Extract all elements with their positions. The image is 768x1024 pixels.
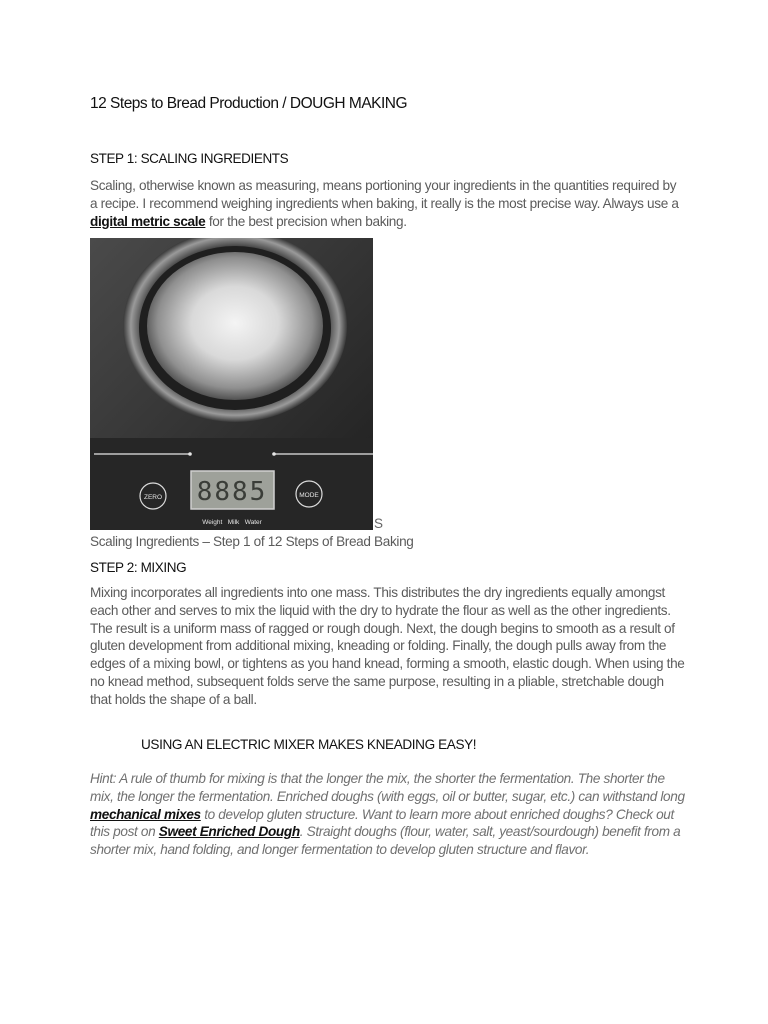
step1-text-after: for the best precision when baking. [205, 213, 407, 229]
step2-heading: STEP 2: MIXING [90, 560, 187, 575]
stray-character: S [374, 516, 384, 531]
salt-in-bowl [147, 252, 323, 400]
mode-button-label: MODE [299, 492, 319, 499]
step1-heading: STEP 1: SCALING INGREDIENTS [90, 151, 289, 166]
document-title: 12 Steps to Bread Production / DOUGH MAKING [90, 95, 408, 112]
scale-mode-labels: Weight Milk Water [202, 519, 262, 526]
step1-text-before: Scaling, otherwise known as measuring, means portioning your ingredients in the quantities required by a recipe. I recommend weighing ingredients when baking, it really is the most precise way. Always use a [90, 178, 679, 211]
scale-left-dot [188, 452, 192, 456]
scale-lcd-readout: 8885 [196, 477, 268, 507]
hint-part3: . Straight doughs (flour, water, salt, yeast/sourdough) benefit from a shorter mix, hand folding, and longer fermentation to develop gluten structure and flavor. [90, 824, 681, 858]
mechanical-mixes-link[interactable]: mechanical mixes [90, 806, 201, 822]
step1-paragraph [90, 177, 686, 230]
figure-caption: Scaling Ingredients – Step 1 of 12 Steps of Bread Baking [90, 534, 414, 549]
scale-photo [90, 238, 373, 530]
scale-right-dot [272, 452, 276, 456]
hint-paragraph [90, 770, 686, 859]
step2-paragraph: Mixing incorporates all ingredients into one mass. This distributes the dry ingredients equally amongst each other and serves to mix the liquid with the dry to hydrate the flour as well as the other ingredients. The result is a uniform mass of ragged or rough dough. Next, the dough begins to smooth as a result of gluten development from additional mixing, kneading or folding. Finally, the dough pulls away from the edges of a mixing bowl, or tightens as you hand knead, forming a smooth, elastic dough. When using the no knead method, subsequent folds serve the same purpose, resulting in a pliable, stretchable dough that holds the shape of a ball. [90, 585, 685, 707]
mixer-heading: USING AN ELECTRIC MIXER MAKES KNEADING EASY! [141, 737, 477, 752]
zero-button-label: ZERO [143, 494, 163, 501]
digital-metric-scale-link[interactable]: digital metric scale [90, 213, 206, 229]
scale-photo-illustration [90, 238, 373, 530]
hint-part2: to develop gluten structure. Want to learn more about enriched doughs? Check out this post on [90, 806, 674, 840]
sweet-enriched-dough-link[interactable]: Sweet Enriched Dough [158, 824, 300, 840]
hint-part1: Hint: A rule of thumb for mixing is that the longer the mix, the shorter the fermentation. The shorter the mix, the longer the fermentation. Enriched doughs (with eggs, oil or butter, sugar, etc.) can withstand long [90, 771, 685, 804]
